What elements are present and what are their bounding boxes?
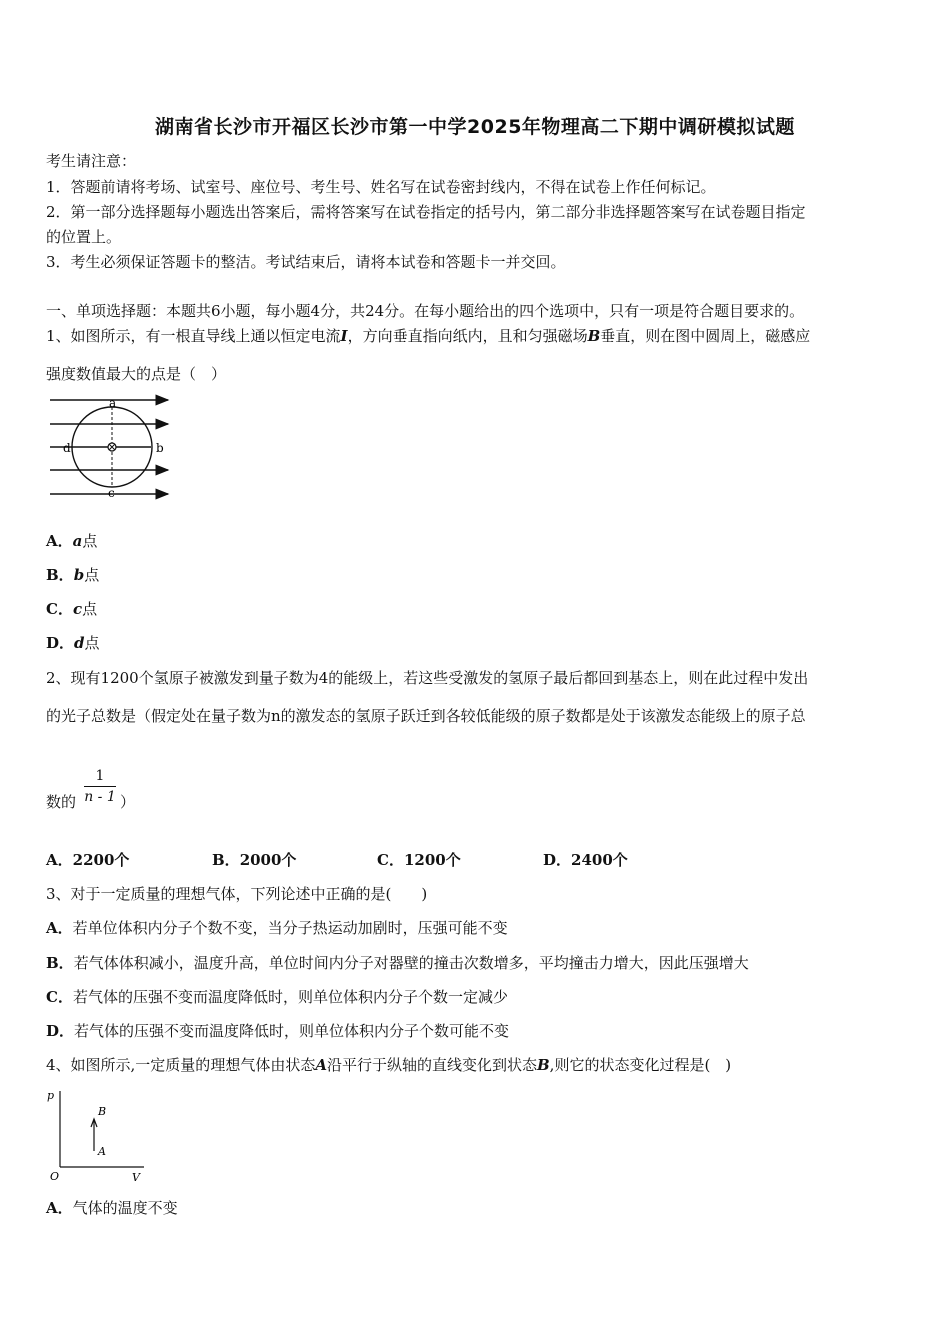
axis-label-v: V (132, 1171, 140, 1184)
point-label-b: b (156, 441, 164, 455)
q4-option-a: A．气体的温度不变 (46, 1199, 178, 1217)
q1-var-b: B (587, 327, 601, 345)
q4-stem: 4、如图所示,一定质量的理想气体由状态A沿平行于纵轴的直线变化到状态B,则它的状态变化过程是( ) (46, 1056, 732, 1074)
point-label-a: a (109, 396, 117, 410)
q1-var-i: I (340, 327, 348, 345)
q1-option-c: C．c点 (46, 600, 98, 618)
notice-item-2-cont: 的位置上。 (46, 228, 122, 246)
q3-stem: 3、对于一定质量的理想气体，下列论述中正确的是( ) (46, 885, 428, 903)
q4-var-a: A (315, 1056, 327, 1074)
q2-option-a: A．2200个 (46, 851, 130, 869)
notice-item-1: 1．答题前请将考场、试室号、座位号、考生号、姓名写在试卷密封线内，不得在试卷上作任何标记。 (46, 178, 716, 196)
q2-fraction (82, 766, 118, 807)
q4-var-b: B (536, 1056, 550, 1074)
q1-stem-part3: 垂直，则在图中圆周上，磁感应 (600, 327, 811, 345)
q1-option-d: D．d点 (46, 634, 100, 652)
section-heading: 一、单项选择题：本题共6小题，每小题4分，共24分。在每小题给出的四个选项中，只有一项是符合题目要求的。 (46, 302, 805, 320)
q1-stem-line1 (46, 326, 810, 346)
q4-pv-diagram (44, 1085, 154, 1185)
q2-stem-line3-start: 数的 (46, 793, 77, 811)
axis-label-o: O (50, 1170, 60, 1183)
point-label-d: d (63, 441, 71, 455)
q3-option-a: A．若单位体积内分子个数不变，当分子热运动加剧时，压强可能不变 (46, 919, 508, 937)
notice-item-2: 2．第一部分选择题每小题选出答案后，需将答案写在试卷指定的括号内，第二部分非选择题答案写在试卷题目指定 (46, 203, 806, 221)
point-label-c: c (108, 486, 115, 500)
fraction-denominator: n - 1 (84, 789, 116, 805)
fraction-numerator: 1 (95, 768, 105, 784)
q1-option-b: B．b点 (46, 566, 100, 584)
q2-stem-line3-end: ） (120, 793, 136, 811)
q3-option-b: B．若气体体积减小，温度升高，单位时间内分子对器壁的撞击次数增多，平均撞击力增大，因此压强增大 (46, 954, 749, 972)
q2-option-c: C．1200个 (377, 851, 461, 869)
notice-item-3: 3．考生必须保证答题卡的整洁。考试结束后，请将本试卷和答题卡一并交回。 (46, 253, 566, 271)
q1-magnetic-field-figure (46, 390, 176, 505)
q2-option-d: D．2400个 (543, 851, 628, 869)
state-label-a: A (98, 1145, 106, 1158)
q1-stem-part2: ，方向垂直指向纸内，且和匀强磁场 (347, 327, 588, 345)
q1-option-a: A．a点 (46, 532, 98, 550)
state-label-b: B (98, 1105, 107, 1118)
q1-stem-part1: 1、如图所示，有一根直导线上通以恒定电流 (46, 327, 341, 345)
q3-option-c: C．若气体的压强不变而温度降低时，则单位体积内分子个数一定减少 (46, 988, 508, 1006)
q1-stem-line2: 强度数值最大的点是（ ） (46, 365, 227, 383)
axis-label-p: p (47, 1089, 55, 1102)
q2-option-b: B．2000个 (212, 851, 297, 869)
page-title: 湖南省长沙市开福区长沙市第一中学2025年物理高二下期中调研模拟试题 (155, 116, 795, 138)
q2-stem-line1: 2、现有1200个氢原子被激发到量子数为4的能级上，若这些受激发的氢原子最后都回到基态上，则在此过程中发出 (46, 669, 809, 687)
notice-heading: 考生请注意： (46, 152, 137, 170)
q2-stem-line2: 的光子总数是（假定处在量子数为n的激发态的氢原子跃迁到各较低能级的原子数都是处于该激发态能级上的原子总 (46, 707, 806, 725)
q3-option-d: D．若气体的压强不变而温度降低时，则单位体积内分子个数可能不变 (46, 1022, 510, 1040)
